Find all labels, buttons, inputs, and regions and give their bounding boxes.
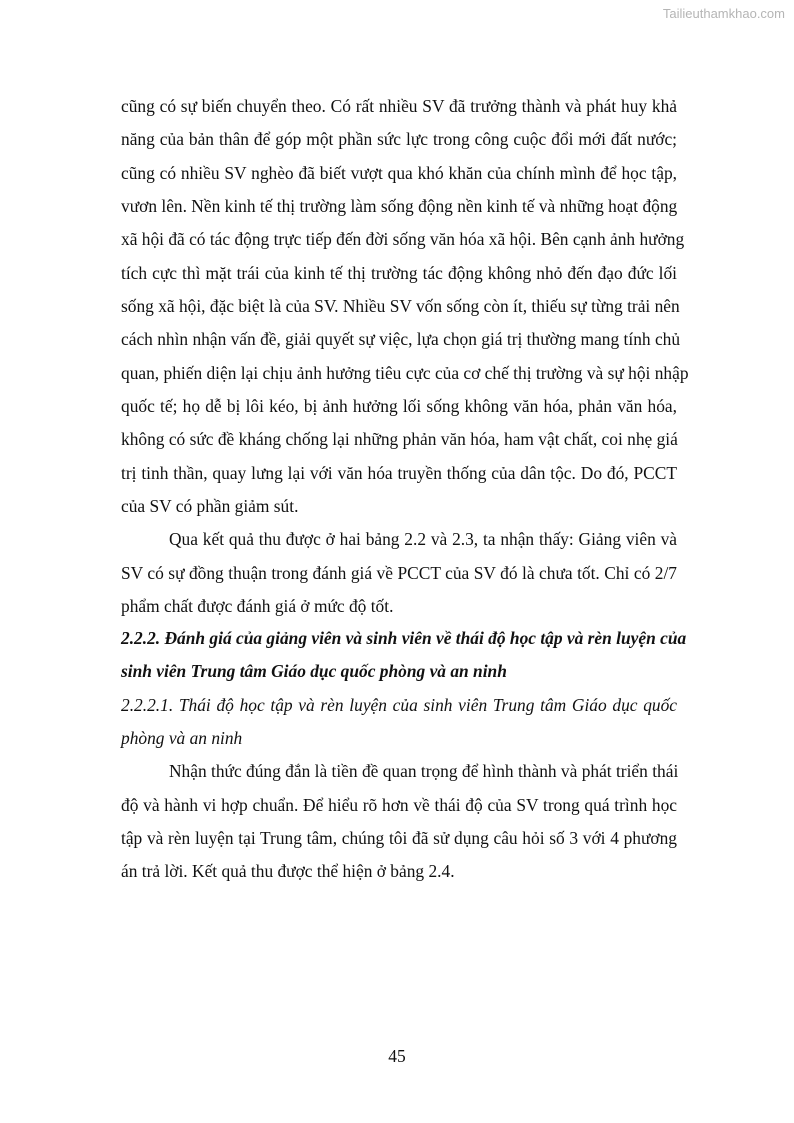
text-line: cũng có sự biến chuyển theo. Có rất nhiều SV đã trưởng thành và phát huy khả (121, 96, 677, 116)
text-line: năng của bản thân để góp một phần sức lực trong công cuộc đổi mới đất nước; (121, 129, 677, 150)
text-line: tập và rèn luyện tại Trung tâm, chúng tôi đã sử dụng câu hỏi số 3 với 4 phương (121, 828, 677, 849)
text-line: xã hội đã có tác động trực tiếp đến đời sống văn hóa xã hội. Bên cạnh ảnh hưởng (121, 229, 685, 250)
text-line: độ và hành vi hợp chuẩn. Để hiểu rõ hơn về thái độ của SV trong quá trình học (121, 794, 677, 815)
text-line: vươn lên. Nền kinh tế thị trường làm sống động nền kinh tế và những hoạt động (121, 196, 678, 217)
body-text-upper (121, 90, 689, 624)
text-line: án trả lời. Kết quả thu được thể hiện ở bảng 2.4. (121, 861, 455, 882)
text-line: sống xã hội, đặc biệt là của SV. Nhiều SV vốn sống còn ít, thiếu sự từng trải nên (121, 296, 680, 317)
subsection-heading: phòng và an ninh (121, 728, 243, 749)
text-line: cũng có nhiều SV nghèo đã biết vượt qua khó khăn của chính mình để học tập, (121, 162, 677, 183)
text-line: của SV có phần giảm sút. (121, 496, 299, 517)
watermark: Tailieuthamkhao.com (662, 6, 785, 21)
text-line: trị tinh thần, quay lưng lại với văn hóa truyền thống của dân tộc. Do đó, PCCT (121, 462, 677, 483)
text-line: phẩm chất được đánh giá ở mức độ tốt. (121, 596, 394, 617)
text-line: Qua kết quả thu được ở hai bảng 2.2 và 2.3, ta nhận thấy: Giảng viên và (169, 529, 677, 550)
section-heading: 2.2.2. Đánh giá của giảng viên và sinh viên về thái độ học tập và rèn luyện của (121, 628, 687, 648)
section-heading: sinh viên Trung tâm Giáo dục quốc phòng và an ninh (121, 661, 507, 682)
text-line: SV có sự đồng thuận trong đánh giá về PCCT của SV đó là chưa tốt. Chỉ có 2/7 (121, 562, 677, 583)
subsection-heading: 2.2.2.1. Thái độ học tập và rèn luyện của sinh viên Trung tâm Giáo dục quốc (121, 694, 677, 715)
text-line: không có sức đề kháng chống lại những phản văn hóa, ham vật chất, coi nhẹ giá (121, 429, 678, 450)
body-text-lower (121, 622, 687, 889)
text-line: quốc tế; họ dễ bị lôi kéo, bị ảnh hưởng lối sống không văn hóa, phản văn hóa, (121, 396, 677, 417)
text-line: Nhận thức đúng đắn là tiền đề quan trọng để hình thành và phát triển thái (169, 761, 679, 782)
text-line: tích cực thì mặt trái của kinh tế thị trường tác động không nhỏ đến đạo đức lối (121, 262, 677, 283)
text-line: cách nhìn nhận vấn đề, giải quyết sự việc, lựa chọn giá trị thường mang tính chủ (121, 329, 681, 350)
text-line: quan, phiến diện lại chịu ảnh hưởng tiêu cực của cơ chế thị trường và sự hội nhập (121, 362, 689, 383)
page-number: 45 (388, 1046, 406, 1066)
